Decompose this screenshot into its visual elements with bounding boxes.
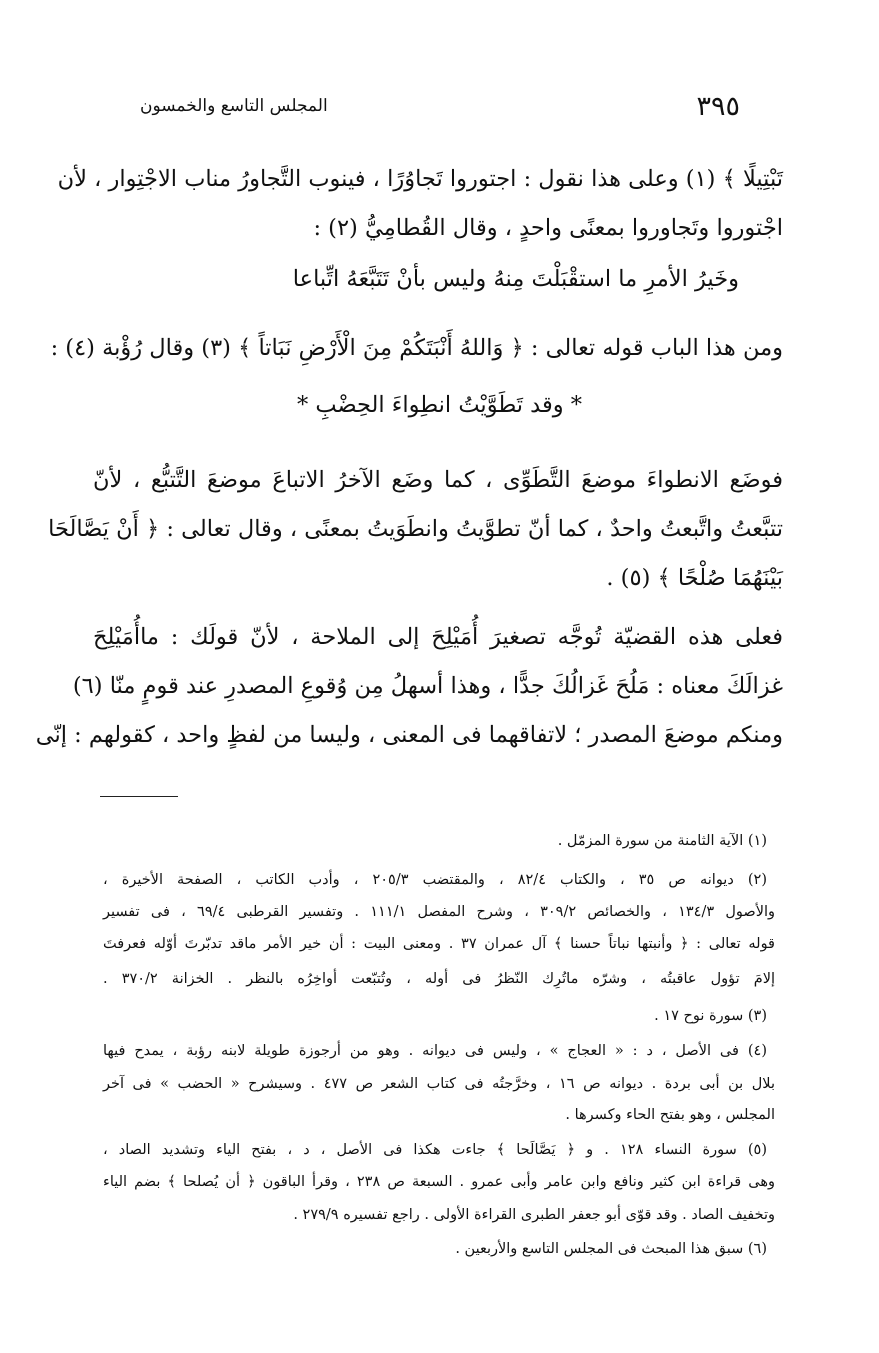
- footnote-6: (٦) سبق هذا المبحث فى المجلس التاسع والأربعين .: [455, 1241, 767, 1257]
- body-line-1: تَبْتِيلًا ﴾ (١) وعلى هذا نقول : اجتوروا تَجاوُرًا ، فينوب التَّجاورُ مناب الاجْتِوار ، لأن: [57, 166, 783, 192]
- footnote-5-line-2: وهى قراءة ابن كثير ونافع وابن عامر وأبى عمرو . السبعة ص ٢٣٨ ، وقرأ الباقون ﴿ أن يُصلحا ﴾ بضم الياء: [103, 1174, 775, 1190]
- body-line-4: فوضَع الانطواءَ موضعَ التَّطَوِّى ، كما وضَع الآخرُ الاتباعَ موضعَ التَّتبُّع ، لأنّ: [93, 467, 783, 493]
- body-line-9: ومنكم موضعَ المصدر ؛ لاتفاقهما فى المعنى ، وليسا من لفظٍ واحد ، كقولهم : إنّى: [35, 722, 783, 748]
- footnote-1: (١) الآية الثامنة من سورة المزمّل .: [557, 833, 767, 849]
- page-number: ٣٩٥: [696, 90, 740, 122]
- verse-qutami: وخَيرُ الأمرِ ما استقْبَلْتَ مِنهُ وليس بأنْ تَتَبَّعَهُ اتِّباعا: [292, 266, 739, 292]
- body-line-7: فعلى هذه القضيّة تُوجَّه تصغيرَ أُمَيْلِحَ إلى الملاحة ، لأنّ قولَك : ماأُمَيْلِحَ: [93, 624, 783, 650]
- footnote-3: (٣) سورة نوح ١٧ .: [654, 1008, 767, 1024]
- footnote-2-line-3: قوله تعالى : ﴿ وأنبتها نباتاً حسنا ﴾ آل عمران ٣٧ . ومعنى البيت : أن خير الأمر ماقد تدبّرتَ أوّله فعرفتَ: [103, 936, 775, 952]
- footnote-2-line-1: (٢) ديوانه ص ٣٥ ، والكتاب ٨٢/٤ ، والمقتضب ٢٠٥/٣ ، وأدب الكاتب ، الصفحة الأخيرة ،: [103, 872, 767, 888]
- footnote-4-line-1: (٤) فى الأصل ، د : « العجاج » ، وليس فى ديوانه . وهو من أرجوزة طويلة لابنه رؤبة ، يمدح فيها: [103, 1043, 767, 1059]
- footnote-2-line-4: إلامَ تؤول عاقبتُه ، وشرّه ماتُرِك النّظرُ فى أوله ، وتُتبّعت أواخِرُه بالنظر . الخزانة ٣٧٠/٢ .: [103, 971, 776, 987]
- body-line-5: تتبَّعتُ واتَّبعتُ واحدٌ ، كما أنّ تطوَّيتُ وانطَوَيتُ بمعنًى ، وقال تعالى : ﴿ أَنْ يَصَّالَحَا: [48, 516, 783, 542]
- footnote-2-line-2: والأصول ١٣٤/٣ ، والخصائص ٣٠٩/٢ ، وشرح المفصل ١١١/١ . وتفسير القرطبى ٦٩/٤ ، فى تفسير: [103, 904, 776, 920]
- body-line-6: بَيْنَهُمَا صُلْحًا ﴾ (٥) .: [606, 565, 783, 591]
- footnote-separator: [100, 796, 178, 797]
- body-line-3: ومن هذا الباب قوله تعالى : ﴿ وَاللهُ أَنْبَتَكُمْ مِنَ الْأَرْضِ نَبَاتاً ﴾ (٣) وقال رُؤْبة (٤) :: [50, 335, 783, 361]
- verse-rubah: * وقد تَطَوَّيْتُ انطِواءَ الحِضْبِ *: [296, 392, 583, 418]
- running-title: المجلس التاسع والخمسون: [140, 96, 328, 116]
- footnote-4-line-2: بلال بن أبى بردة . ديوانه ص ١٦ ، وخرَّجتُه فى كتاب الشعر ص ٤٧٧ . وسيشرح « الحضب » فى آخر: [103, 1076, 775, 1092]
- footnote-5-line-1: (٥) سورة النساء ١٢٨ . و ﴿ يَصَّالَحا ﴾ جاءت هكذا فى الأصل ، د ، بفتح الياء وتشديد الصاد ،: [103, 1142, 768, 1158]
- page-header: [140, 86, 740, 126]
- footnote-4-line-3: المجلس ، وهو بفتح الحاء وكسرها .: [565, 1107, 775, 1123]
- footnote-5-line-3: وتخفيف الصاد . وقد قوّى أبو جعفر الطبرى القراءة الأولى . راجع تفسيره ٢٧٩/٩ .: [293, 1207, 775, 1223]
- body-line-2: اجْتوروا وتَجاوروا بمعنًى واحدٍ ، وقال القُطامِيُّ (٢) :: [313, 215, 783, 241]
- body-line-8: غزالَكَ معناه : مَلُحَ غَزالُكَ جدًّا ، وهذا أسهلُ مِن وُقوعِ المصدرِ عند قومٍ منّا (٦): [72, 673, 783, 699]
